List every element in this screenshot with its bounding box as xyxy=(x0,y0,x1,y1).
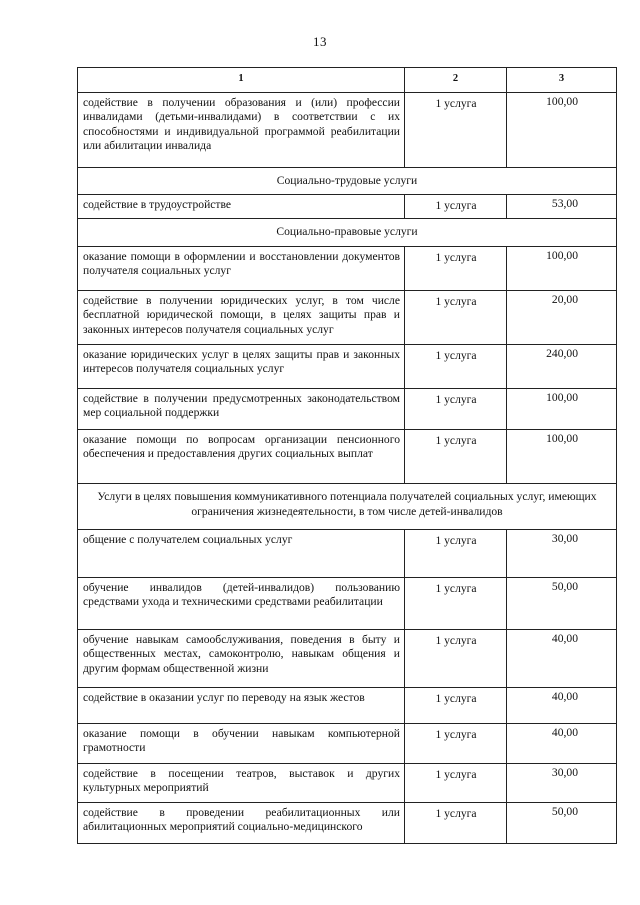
section-header-row xyxy=(78,167,617,195)
table-row xyxy=(78,529,617,577)
price-cell: 30,00 xyxy=(507,763,617,802)
unit-cell: 1 услуга xyxy=(405,577,507,629)
service-name-cell: оказание помощи в оформлении и восстановлении документов получателя социальных услуг xyxy=(78,246,405,290)
unit-cell: 1 услуга xyxy=(405,92,507,167)
table-row xyxy=(78,763,617,802)
section-header-row xyxy=(78,483,617,529)
table-row xyxy=(78,629,617,687)
column-number-2: 2 xyxy=(405,68,507,93)
unit-cell: 1 услуга xyxy=(405,529,507,577)
table-row xyxy=(78,92,617,167)
service-name-cell: обучение навыкам самообслуживания, поведения в быту и общественных местах, самоконтролю, навыкам общения и другим формам общественной жизни xyxy=(78,629,405,687)
service-name-cell: оказание помощи в обучении навыкам компьютерной грамотности xyxy=(78,723,405,763)
unit-cell: 1 услуга xyxy=(405,629,507,687)
table-row xyxy=(78,388,617,429)
price-cell: 30,00 xyxy=(507,529,617,577)
price-cell: 100,00 xyxy=(507,388,617,429)
table-row xyxy=(78,344,617,388)
table-row xyxy=(78,723,617,763)
services-table xyxy=(77,67,617,844)
price-cell: 100,00 xyxy=(507,429,617,483)
service-name-cell: обучение инвалидов (детей-инвалидов) пользованию средствами ухода и техническими средствами реабилитации xyxy=(78,577,405,629)
service-name-cell: содействие в посещении театров, выставок и других культурных мероприятий xyxy=(78,763,405,802)
price-cell: 100,00 xyxy=(507,246,617,290)
unit-cell: 1 услуга xyxy=(405,290,507,344)
table-row xyxy=(78,802,617,843)
service-name-cell: содействие в получении образования и (или) профессии инвалидами (детьми-инвалидами) в соответствии с их способностями и индивидуальной программой реабилитации или абилитации инвалида xyxy=(78,92,405,167)
unit-cell: 1 услуга xyxy=(405,723,507,763)
table-row xyxy=(78,195,617,219)
table-row xyxy=(78,687,617,723)
column-number-row xyxy=(78,68,617,93)
table-row xyxy=(78,246,617,290)
column-number-1: 1 xyxy=(78,68,405,93)
service-name-cell: оказание юридических услуг в целях защиты прав и законных интересов получателя социальных услуг xyxy=(78,344,405,388)
service-name-cell: содействие в проведении реабилитационных или абилитационных мероприятий социально-медицинского xyxy=(78,802,405,843)
service-name-cell: оказание помощи по вопросам организации пенсионного обеспечения и предоставления других социальных выплат xyxy=(78,429,405,483)
services-table-body xyxy=(78,68,617,844)
section-title: Услуги в целях повышения коммуникативного потенциала получателей социальных услуг, имеющих ограничения жизнедеятельности, в том числе детей-инвалидов xyxy=(78,483,617,529)
unit-cell: 1 услуга xyxy=(405,802,507,843)
page-number: 13 xyxy=(313,34,327,49)
section-header-row xyxy=(78,219,617,247)
unit-cell: 1 услуга xyxy=(405,388,507,429)
price-cell: 40,00 xyxy=(507,629,617,687)
unit-cell: 1 услуга xyxy=(405,763,507,802)
price-cell: 50,00 xyxy=(507,802,617,843)
unit-cell: 1 услуга xyxy=(405,687,507,723)
service-name-cell: содействие в получении юридических услуг, в том числе бесплатной юридической помощи, в целях защиты прав и законных интересов получателя социальных услуг xyxy=(78,290,405,344)
service-name-cell: содействие в трудоустройстве xyxy=(78,195,405,219)
unit-cell: 1 услуга xyxy=(405,246,507,290)
price-cell: 20,00 xyxy=(507,290,617,344)
section-title: Социально-трудовые услуги xyxy=(78,167,617,195)
section-title: Социально-правовые услуги xyxy=(78,219,617,247)
column-number-3: 3 xyxy=(507,68,617,93)
price-cell: 40,00 xyxy=(507,687,617,723)
service-name-cell: общение с получателем социальных услуг xyxy=(78,529,405,577)
unit-cell: 1 услуга xyxy=(405,429,507,483)
price-cell: 100,00 xyxy=(507,92,617,167)
price-cell: 40,00 xyxy=(507,723,617,763)
service-name-cell: содействие в оказании услуг по переводу на язык жестов xyxy=(78,687,405,723)
table-row xyxy=(78,429,617,483)
unit-cell: 1 услуга xyxy=(405,195,507,219)
price-cell: 50,00 xyxy=(507,577,617,629)
price-cell: 53,00 xyxy=(507,195,617,219)
table-row xyxy=(78,290,617,344)
services-table-wrapper xyxy=(77,67,616,844)
service-name-cell: содействие в получении предусмотренных законодательством мер социальной поддержки xyxy=(78,388,405,429)
table-row xyxy=(78,577,617,629)
unit-cell: 1 услуга xyxy=(405,344,507,388)
price-cell: 240,00 xyxy=(507,344,617,388)
